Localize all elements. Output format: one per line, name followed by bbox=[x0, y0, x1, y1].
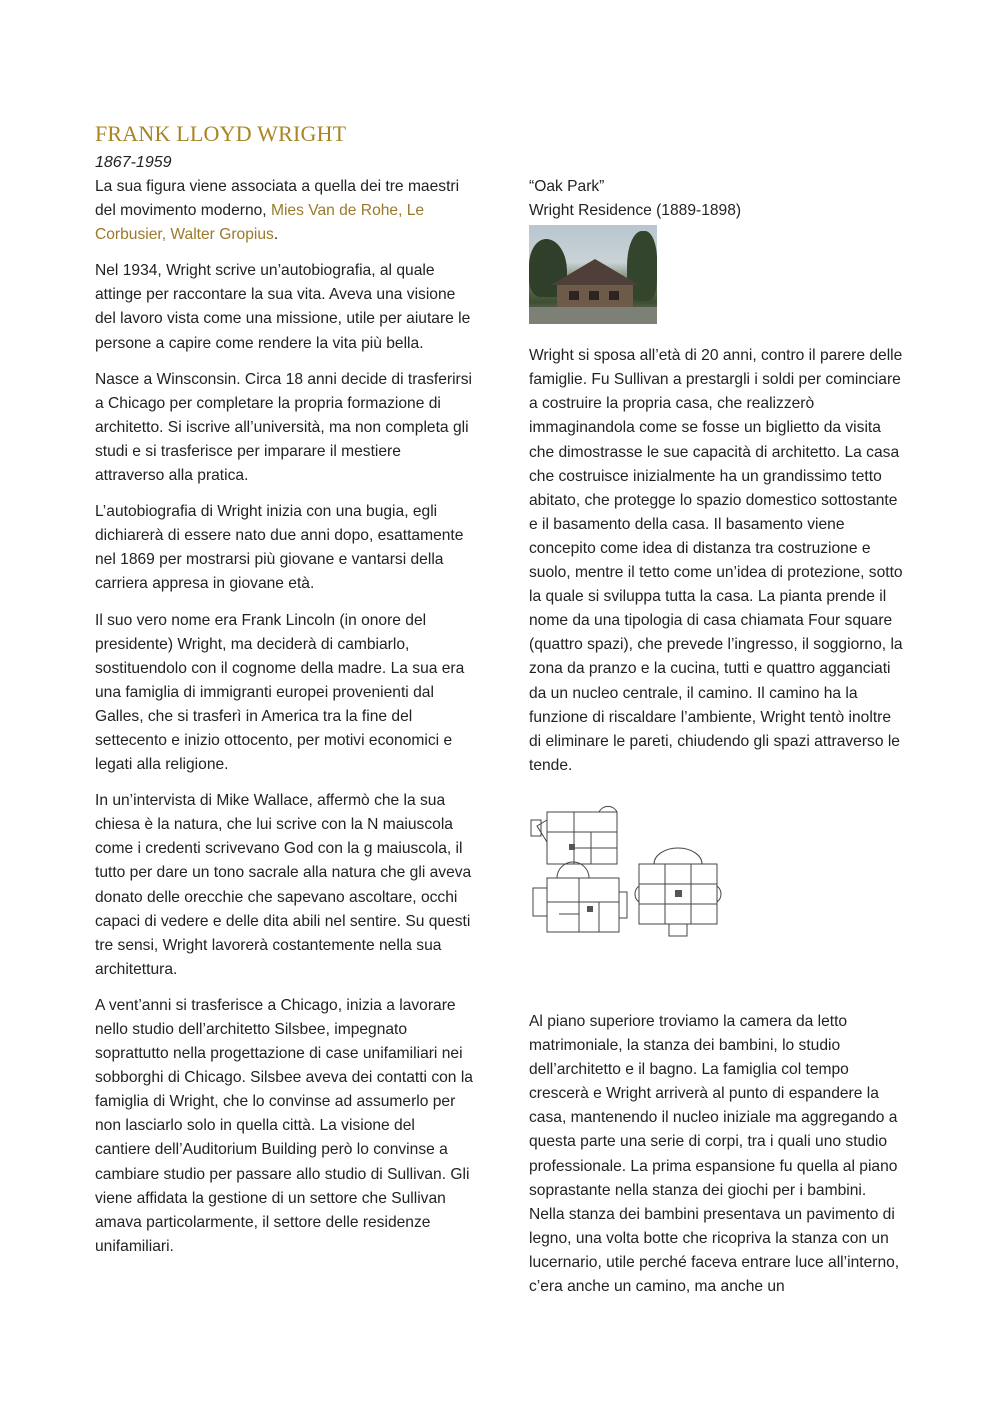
image-caption bbox=[529, 175, 905, 223]
intro-paragraph bbox=[95, 175, 473, 247]
paragraph-autobiography: Nel 1934, Wright scrive un’autobiografia, al quale attinge per raccontare la sua vita. Aveva una visione del lavoro vista come una missione, utile per aiutare le persone a capire come rendere la vita più bella. bbox=[95, 262, 471, 352]
paragraph-name: Il suo vero nome era Frank Lincoln (in onore del presidente) Wright, ma deciderà di cambiarlo, sostituendolo con il cognome della madre. La sua era una famiglia di immigranti europei provenienti dal Galles, che si trasferì in America tra la fine del settecento e inizio ottocento, per motivi economici e legati alla religione. bbox=[95, 611, 465, 774]
paragraph-house: Wright si sposa all’età di 20 anni, contro il parere delle famiglie. Fu Sullivan a prestargli i soldi per cominciare a costruire la propria casa, che realizzerò immaginandola come se fosse un biglietto da visita che dimostrasse le sue capacità di architetto. La casa che costruisce inizialmente ha un grandissimo tetto abitato, che protegge lo spazio domestico sottostante e il basamento della casa. Il basamento viene concepito come idea di distanza tra costruzione e suolo, mentre il tetto come un’idea di protezione, sotto la quale si sviluppa tutta la casa. La pianta prende il nome da una tipologia di casa chiamata Four square (quattro spazi), che prevede l’ingresso, il soggiorno, la zona da pranzo e la cucina, tutti e quattro agganciati da un nucleo centrale, il camino. Il camino ha la funzione di riscaldare l’ambiente, Wright tentò inoltre di eliminare le pareti, chiudendo gli spazi attraverso le tende. bbox=[529, 347, 903, 774]
masters-names: Mies Van de Rohe, Le Corbusier, Walter Gropius bbox=[95, 202, 425, 244]
intro-text: La sua figura viene associata a quella dei tre maestri del movimento moderno, bbox=[95, 178, 460, 220]
paragraph-upper-floor: Al piano superiore troviamo la camera da letto matrimoniale, la stanza dei bambini, lo studio dell’architetto e il bagno. La famiglia col tempo crescerà e Wright arriverà al punto di espandere la casa, mantenendo il nucleo iniziale ma aggregando a questa parte una serie di corpi, tra i quali uno studio professionale. La prima espansione fu quella al piano soprastante nella stanza dei giochi per i bambini. Nella stanza dei bambini presentava un pavimento di legno, una volta botte che ricopriva la stanza con un lucernario, utile perché faceva entrare luce all’interno, c’era anche un camino, ma anche un bbox=[529, 1012, 900, 1295]
left-column bbox=[95, 122, 473, 1271]
years-subtitle: 1867-1959 bbox=[95, 154, 172, 171]
page-title: FRANK LLOYD WRIGHT bbox=[95, 121, 347, 146]
right-column bbox=[529, 175, 905, 1311]
oak-park-house-photo bbox=[529, 225, 657, 324]
paragraph-lie: L’autobiografia di Wright inizia con una bugia, egli dichiarerà di essere nato due anni dopo, esattamente nel 1869 per mostrarsi più giovane e vantarsi della carriera appresa in giovane età. bbox=[95, 503, 464, 593]
caption-title: “Oak Park” bbox=[529, 178, 605, 195]
floor-plans-drawing bbox=[529, 802, 729, 940]
paragraph-interview: In un’intervista di Mike Wallace, affermò che la sua chiesa è la natura, che lui scrive con la N maiuscola come i credenti scrivevano God con la g maiuscola, il tutto per dare un tono sacrale alla natura che gli aveva donato delle orecchie che sapevano ascoltare, occhi capaci di vedere e delle dita abili nel sentire. Su questi tre sensi, Wright lavorerà costantemente nella sua architettura. bbox=[95, 792, 472, 978]
paragraph-birth: Nasce a Winsconsin. Circa 18 anni decide di trasferirsi a Chicago per completare la propria formazione di architetto. Si iscrive all’università, ma non completa gli studi e si trasferisce per imparare il mestiere attraverso alla pratica. bbox=[95, 370, 473, 485]
caption-subtitle: Wright Residence (1889-1898) bbox=[529, 202, 742, 220]
paragraph-chicago: A vent’anni si trasferisce a Chicago, inizia a lavorare nello studio dell’architetto Silsbee, impegnato soprattutto nella progettazione di case unifamiliari nei sobborghi di Chicago. Silsbee aveva dei contatti con la famiglia di Wright, che lo convinse ad assumerlo per non lasciarlo solo in quella città. La visione del cantiere dell’Auditorium Building però lo convinse a cambiare studio per passare allo studio di Sullivan. Gli viene affidata la gestione di un settore che Sullivan amava particolarmente, il settore delle residenze unifamiliari. bbox=[95, 996, 473, 1255]
intro-end: . bbox=[273, 226, 279, 244]
